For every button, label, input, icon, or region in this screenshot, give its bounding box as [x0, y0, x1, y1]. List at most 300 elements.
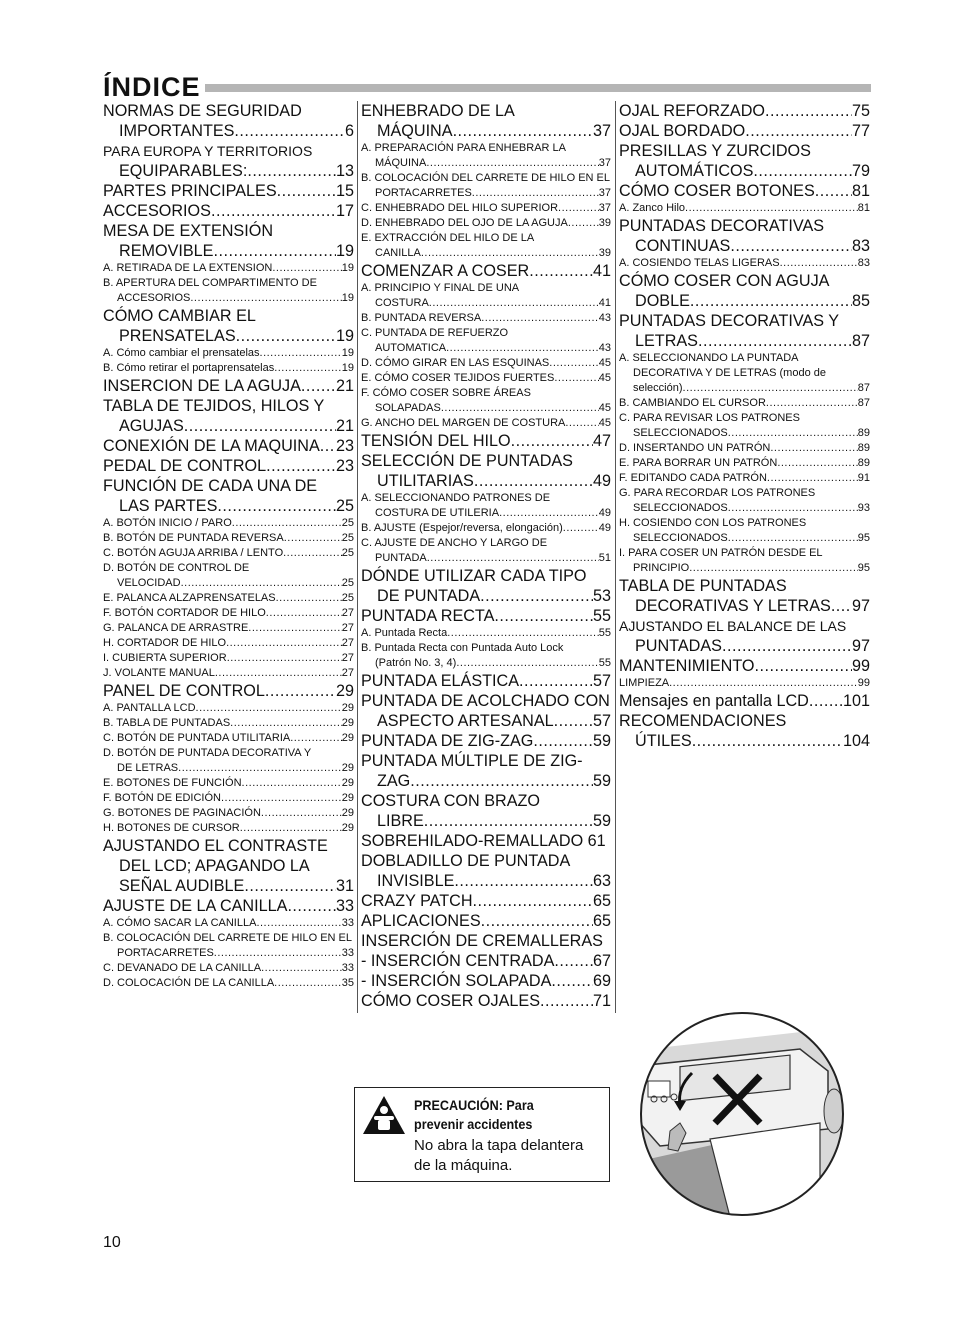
index-entry-title: I. PARA COSER UN PATRÓN DESDE EL — [619, 547, 823, 559]
index-entry-leader — [260, 346, 342, 361]
index-entry-leader — [272, 261, 341, 276]
index-entry-page: 29 — [335, 682, 354, 700]
index-entry-title: B. Cómo retirar el portaprensatelas — [103, 362, 275, 374]
index-entry-leader — [424, 811, 593, 831]
index-entry-page: 33 — [341, 917, 354, 929]
index-entry — [103, 876, 354, 896]
index-entry-title: EQUIPARABLES: — [119, 162, 248, 180]
index-entry-title: OJAL BORDADO — [619, 122, 746, 140]
index-entry-page: 67 — [592, 952, 611, 970]
index-entry-page: 47 — [592, 432, 611, 450]
index-entry-title: NORMAS DE SEGURIDAD — [103, 102, 302, 120]
index-entry-page: 29 — [341, 822, 354, 834]
index-entry-title: SELECCIONADOS — [633, 427, 728, 439]
index-entry-title: F. EDITANDO CADA PATRÓN — [619, 472, 767, 484]
index-entry-leader — [683, 381, 858, 396]
index-entry-title: selección) — [633, 382, 683, 394]
index-entry-page: 43 — [598, 312, 611, 324]
index-entry-page: 29 — [341, 702, 354, 714]
index-entry-page: 95 — [857, 562, 870, 574]
index-entry — [361, 851, 611, 871]
index-entry — [103, 821, 354, 836]
index-entry-title: (Patrón No. 3, 4) — [375, 657, 457, 669]
index-entry-title: PUNTADA MÚLTIPLE DE ZIG- — [361, 752, 583, 770]
index-entry-title: H. BOTONES DE CURSOR — [103, 822, 240, 834]
index-entry — [619, 656, 870, 676]
index-entry-leader — [240, 821, 342, 836]
index-entry-title: G. PARA RECORDAR LOS PATRONES — [619, 487, 816, 499]
index-entry-title: D. BOTÓN DE CONTROL DE — [103, 562, 250, 574]
index-entry-leader — [554, 951, 593, 971]
index-entry-page: 85 — [851, 292, 870, 310]
index-entry-leader — [196, 701, 342, 716]
index-entry — [103, 121, 354, 141]
index-entry-title: D. INSERTANDO UN PATRÓN — [619, 442, 771, 454]
index-entry-leader — [274, 976, 342, 991]
index-entry-title: PARTES PRINCIPALES — [103, 182, 277, 200]
index-entry-leader — [213, 241, 336, 261]
index-entry-title: TENSIÓN DEL HILO — [361, 432, 511, 450]
index-column-3 — [619, 101, 870, 751]
index-entry — [361, 586, 611, 606]
index-entry — [361, 246, 611, 261]
index-entry — [361, 811, 611, 831]
index-entry — [619, 381, 870, 396]
index-entry-leader — [480, 586, 593, 606]
index-entry-title: J. VOLANTE MANUAL — [103, 667, 215, 679]
index-entry-leader — [689, 561, 858, 576]
index-entry-page: 81 — [851, 182, 870, 200]
index-entry — [103, 856, 354, 876]
index-entry-leader — [211, 201, 336, 221]
index-entry-title: DEL LCD; APAGANDO LA — [119, 857, 310, 875]
index-entry — [361, 626, 611, 641]
index-entry-leader — [178, 761, 342, 776]
index-entry-leader — [184, 416, 336, 436]
index-entry-title: IMPORTANTES — [119, 122, 235, 140]
index-entry-leader — [236, 326, 336, 346]
index-entry-title: PUNTADAS DECORATIVAS Y — [619, 312, 840, 330]
index-entry-page: 59 — [592, 732, 611, 750]
index-entry — [619, 311, 870, 331]
index-entry-title: A. COSIENDO TELAS LIGERAS — [619, 257, 780, 269]
index-entry-page: 19 — [341, 347, 354, 359]
index-entry-title: A. CÓMO SACAR LA CANILLA — [103, 917, 257, 929]
index-entry-title: ASPECTO ARTESANAL — [377, 712, 554, 730]
index-entry — [361, 791, 611, 811]
page-number: 10 — [103, 1234, 121, 1251]
index-entry-title: C. PARA REVISAR LOS PATRONES — [619, 412, 800, 424]
index-entry-title: B. APERTURA DEL COMPARTIMENTO DE — [103, 277, 317, 289]
index-entry-page: 95 — [857, 532, 870, 544]
index-entry — [361, 326, 611, 341]
index-entry-leader — [446, 341, 599, 356]
index-entry-leader — [266, 606, 342, 621]
index-entry — [103, 731, 354, 746]
index-entry-title: VELOCIDAD — [117, 577, 181, 589]
index-entry — [361, 186, 611, 201]
index-entry-title: LIBRE — [377, 812, 424, 830]
index-entry-title: CÓMO COSER OJALES — [361, 992, 540, 1010]
index-entry-leader — [447, 626, 599, 641]
index-entry-title: DECORATIVAS Y LETRAS — [635, 597, 831, 615]
index-entry-page: 37 — [598, 187, 611, 199]
index-entry-title: F. BOTÓN DE EDICIÓN — [103, 792, 221, 804]
index-entry — [103, 261, 354, 276]
index-entry-leader — [722, 636, 852, 656]
index-entry — [619, 501, 870, 516]
index-entry-leader — [441, 401, 599, 416]
index-entry-page: 35 — [341, 977, 354, 989]
index-entry-title: A. PANTALLA LCD — [103, 702, 196, 714]
index-entry — [103, 961, 354, 976]
title-area — [103, 72, 871, 102]
index-entry-leader — [320, 436, 336, 456]
index-entry — [103, 161, 354, 181]
index-entry — [619, 676, 870, 691]
index-column-1 — [103, 101, 354, 991]
index-entry-title: COSTURA CON BRAZO — [361, 792, 540, 810]
index-entry-title: F. CÓMO COSER SOBRE ÁREAS — [361, 387, 531, 399]
index-entry-leader — [248, 621, 341, 636]
index-entry-title: C. ENHEBRADO DEL HILO SUPERIOR — [361, 202, 559, 214]
index-entry — [361, 296, 611, 311]
index-entry-page: 19 — [335, 242, 354, 260]
index-entry-page: 51 — [598, 552, 611, 564]
index-entry-title: D. COLOCACIÓN DE LA CANILLA — [103, 977, 275, 989]
index-entry — [103, 651, 354, 666]
index-entry-page: 41 — [598, 297, 611, 309]
index-entry — [361, 156, 611, 171]
index-entry-title: COSTURA DE UTILERIA — [375, 507, 500, 519]
index-entry-page: 37 — [598, 157, 611, 169]
index-entry-title: B. Puntada Recta con Puntada Auto Lock — [361, 642, 564, 654]
index-entry — [619, 636, 870, 656]
index-entry-title: H. CORTADOR DE HILO — [103, 637, 227, 649]
index-entry-title: SELECCIONADOS — [633, 532, 728, 544]
index-entry-title: E. PALANCA ALZAPRENSATELAS — [103, 592, 276, 604]
index-entry-title: A. Cómo cambiar el prensatelas — [103, 347, 260, 359]
index-entry — [103, 546, 354, 561]
index-entry-leader — [728, 531, 858, 546]
index-entry-leader — [256, 916, 341, 931]
index-entry-title: SEÑAL AUDIBLE — [119, 877, 245, 895]
index-entry-title: PORTACARRETES — [117, 947, 214, 959]
index-entry-title: - INSERCIÓN SOLAPADA — [361, 972, 552, 990]
index-entry-page: 27 — [341, 637, 354, 649]
index-entry-page: 25 — [341, 577, 354, 589]
index-entry-leader — [283, 546, 342, 561]
index-entry-page: 29 — [341, 777, 354, 789]
index-entry — [103, 946, 354, 961]
index-entry-leader — [421, 246, 599, 261]
index-entry — [361, 641, 611, 656]
index-entry-title: B. BOTÓN DE PUNTADA REVERSA — [103, 532, 284, 544]
index-entry-page: 49 — [598, 507, 611, 519]
index-entry-title: DOBLADILLO DE PUNTADA — [361, 852, 571, 870]
index-entry-page: 97 — [851, 597, 870, 615]
index-entry-title: ZAG — [377, 772, 411, 790]
index-entry-title: PUNTADA ELÁSTICA — [361, 672, 520, 690]
index-entry-leader — [276, 591, 342, 606]
index-entry-title: C. AJUSTE DE ANCHO Y LARGO DE — [361, 537, 548, 549]
index-entry-title: Mensajes en pantalla LCD — [619, 692, 809, 710]
index-entry-page: 19 — [341, 262, 354, 274]
index-entry-title: A. BOTÓN INICIO / PARO — [103, 517, 232, 529]
index-entry — [619, 351, 870, 366]
index-entry — [103, 516, 354, 531]
index-entry-leader — [753, 161, 852, 181]
index-entry-leader — [215, 666, 342, 681]
index-entry-page: 49 — [598, 522, 611, 534]
index-entry-leader — [290, 731, 342, 746]
index-entry-leader — [474, 471, 593, 491]
index-entry-page: 99 — [851, 657, 870, 675]
index-entry-title: RECOMENDACIONES — [619, 712, 787, 730]
index-entry-leader — [454, 871, 593, 891]
index-entry-title: B. TABLA DE PUNTADAS — [103, 717, 231, 729]
index-entry — [103, 836, 354, 856]
index-entry-title: I. CUBIERTA SUPERIOR — [103, 652, 227, 664]
index-entry-page: 55 — [592, 607, 611, 625]
index-entry — [103, 346, 354, 361]
index-entry — [103, 636, 354, 651]
index-entry-leader — [456, 656, 598, 671]
index-entry — [361, 371, 611, 386]
index-entry — [103, 306, 354, 326]
index-entry — [361, 521, 611, 536]
index-entry — [361, 171, 611, 186]
index-entry-leader — [499, 506, 599, 521]
index-entry-title: PORTACARRETES — [375, 187, 472, 199]
index-entry — [619, 426, 870, 441]
warning-triangle-icon — [361, 1094, 407, 1136]
index-entry-title: DE PUNTADA — [377, 587, 481, 605]
index-entry-title: D. BOTÓN DE PUNTADA DECORATIVA Y — [103, 747, 312, 759]
index-entry-page: 87 — [851, 332, 870, 350]
index-entry-title: C. DEVANADO DE LA CANILLA — [103, 962, 262, 974]
index-entry — [103, 701, 354, 716]
index-entry-page: 45 — [598, 372, 611, 384]
index-entry — [103, 221, 354, 241]
index-entry — [103, 776, 354, 791]
index-entry-title: E. EXTRACCIÓN DEL HILO DE LA — [361, 232, 535, 244]
index-entry-leader — [301, 376, 336, 396]
index-entry — [619, 216, 870, 236]
index-entry — [361, 566, 611, 586]
index-entry-title: UTILITARIAS — [377, 472, 474, 490]
index-entry-leader — [453, 121, 593, 141]
index-entry-leader — [481, 311, 599, 326]
index-entry — [361, 141, 611, 156]
index-entry-page: 21 — [335, 417, 354, 435]
index-entry-page: 17 — [335, 202, 354, 220]
index-entry-leader — [669, 676, 858, 691]
index-entry-leader — [551, 971, 593, 991]
index-entry-page: 45 — [598, 402, 611, 414]
index-entry-page: 25 — [341, 547, 354, 559]
index-entry-leader — [473, 891, 593, 911]
index-entry-leader — [690, 291, 852, 311]
index-entry-leader — [554, 371, 598, 386]
index-entry-title: LETRAS — [635, 332, 698, 350]
index-entry — [361, 831, 611, 851]
index-entry-page: 49 — [592, 472, 611, 490]
index-entry-leader — [767, 471, 858, 486]
index-entry — [361, 991, 611, 1011]
index-entry-page: 33 — [335, 897, 354, 915]
index-entry — [361, 871, 611, 891]
index-entry — [361, 231, 611, 246]
index-entry — [619, 181, 870, 201]
index-entry-leader — [565, 416, 598, 431]
index-entry-title: F. BOTÓN CORTADOR DE HILO — [103, 607, 266, 619]
index-entry-title: PUNTADA DE ACOLCHADO CON — [361, 692, 610, 710]
index-entry-leader — [494, 606, 593, 626]
index-entry-title: MANTENIMIENTO — [619, 657, 755, 675]
index-entry — [103, 361, 354, 376]
index-entry — [361, 471, 611, 491]
index-entry — [103, 241, 354, 261]
index-entry-title: ENHEBRADO DE LA — [361, 102, 515, 120]
index-entry-title: B. CAMBIANDO EL CURSOR — [619, 397, 766, 409]
index-entry — [361, 551, 611, 566]
index-entry — [619, 366, 870, 381]
index-entry — [361, 356, 611, 371]
index-entry — [103, 576, 354, 591]
index-entry-title: SOLAPADAS — [375, 402, 441, 414]
index-entry-leader — [558, 201, 599, 216]
index-entry — [103, 101, 354, 121]
index-entry — [103, 276, 354, 291]
index-entry-page: 99 — [857, 677, 870, 689]
index-entry-leader — [242, 776, 342, 791]
index-entry-page: 33 — [341, 962, 354, 974]
index-entry-page: 79 — [851, 162, 870, 180]
index-entry-leader — [755, 656, 852, 676]
index-entry-page: 101 — [842, 692, 870, 710]
index-entry-leader — [274, 361, 342, 376]
index-entry — [619, 396, 870, 411]
index-entry-title: DE LETRAS — [117, 762, 179, 774]
index-entry — [619, 441, 870, 456]
index-entry-leader — [728, 501, 858, 516]
index-entry — [103, 436, 354, 456]
index-entry — [361, 386, 611, 401]
index-entry-leader — [247, 161, 336, 181]
index-entry — [103, 976, 354, 991]
index-entry-title: DECORATIVA Y DE LETRAS (modo de — [633, 367, 826, 379]
index-entry-page: 59 — [592, 812, 611, 830]
index-entry-page: 53 — [592, 587, 611, 605]
index-entry-leader — [698, 331, 852, 351]
index-entry-page: 27 — [341, 607, 354, 619]
index-entry-page: 23 — [335, 457, 354, 475]
index-entry — [103, 621, 354, 636]
index-entry — [619, 471, 870, 486]
index-entry — [361, 401, 611, 416]
index-entry — [619, 456, 870, 471]
index-entry-title: SOBREHILADO-REMALLADO 61 — [361, 832, 606, 850]
index-entry — [103, 496, 354, 516]
index-entry-title: B. COLOCACIÓN DEL CARRETE DE HILO EN EL — [103, 932, 352, 944]
index-entry-title: CÓMO CAMBIAR EL — [103, 307, 256, 325]
index-entry — [361, 971, 611, 991]
index-entry-title: OJAL REFORZADO — [619, 102, 766, 120]
index-entry-leader — [190, 291, 341, 306]
index-entry — [619, 331, 870, 351]
index-entry-title: A. PRINCIPIO Y FINAL DE UNA — [361, 282, 520, 294]
index-entry — [619, 711, 870, 731]
index-entry-title: B. AJUSTE (Espejor/reversa, elongación) — [361, 522, 563, 534]
index-entry-leader — [540, 991, 593, 1011]
index-column-2 — [361, 101, 611, 1011]
index-entry-page: 37 — [592, 122, 611, 140]
index-entry-leader — [221, 791, 342, 806]
index-entry-title: PRINCIPIO — [633, 562, 690, 574]
index-entry-leader — [511, 431, 593, 451]
index-entry-title: APLICACIONES — [361, 912, 481, 930]
index-entry-leader — [745, 121, 852, 141]
index-entry-page: 89 — [857, 427, 870, 439]
index-entry-leader — [226, 636, 342, 651]
index-entry — [103, 456, 354, 476]
index-entry-page: 13 — [335, 162, 354, 180]
index-entry-title: PUNTADAS DECORATIVAS — [619, 217, 825, 235]
index-entry-page: 25 — [341, 517, 354, 529]
index-entry — [361, 891, 611, 911]
index-entry-page: 57 — [592, 712, 611, 730]
index-entry-page: 27 — [341, 652, 354, 664]
index-entry — [619, 121, 870, 141]
index-entry-page: 29 — [341, 732, 354, 744]
index-entry-page: 19 — [335, 327, 354, 345]
index-entry-title: DOBLE — [635, 292, 690, 310]
index-entry-leader — [766, 396, 858, 411]
index-entry — [361, 216, 611, 231]
column-divider — [357, 101, 358, 1013]
index-entry-page: 25 — [341, 592, 354, 604]
index-entry-page: 19 — [341, 292, 354, 304]
index-entry-leader — [568, 216, 599, 231]
index-entry-title: E. CÓMO COSER TEJIDOS FUERTES — [361, 372, 555, 384]
index-entry — [361, 121, 611, 141]
index-entry — [619, 546, 870, 561]
index-entry — [103, 416, 354, 436]
index-entry-leader — [815, 181, 852, 201]
index-entry — [103, 326, 354, 346]
index-entry-leader — [685, 201, 858, 216]
index-entry — [103, 931, 354, 946]
index-entry-title: AUTOMATICA — [375, 342, 447, 354]
index-entry-page: 81 — [857, 202, 870, 214]
index-entry-title: E. BOTONES DE FUNCIÓN — [103, 777, 242, 789]
index-entry — [361, 911, 611, 931]
index-entry-title: PUNTADA — [375, 552, 427, 564]
index-entry-title: TABLA DE TEJIDOS, HILOS Y — [103, 397, 325, 415]
index-entry — [619, 516, 870, 531]
index-entry — [103, 376, 354, 396]
index-entry-title: DÓNDE UTILIZAR CADA TIPO — [361, 567, 587, 585]
index-entry-title: PUNTADAS — [635, 637, 722, 655]
index-entry-title: CRAZY PATCH — [361, 892, 473, 910]
index-entry-leader — [287, 896, 336, 916]
index-entry — [103, 476, 354, 496]
index-entry-title: PEDAL DE CONTROL — [103, 457, 267, 475]
index-entry-page: 57 — [592, 672, 611, 690]
index-entry — [103, 916, 354, 931]
index-entry-title: INSERCION DE LA AGUJA — [103, 377, 301, 395]
